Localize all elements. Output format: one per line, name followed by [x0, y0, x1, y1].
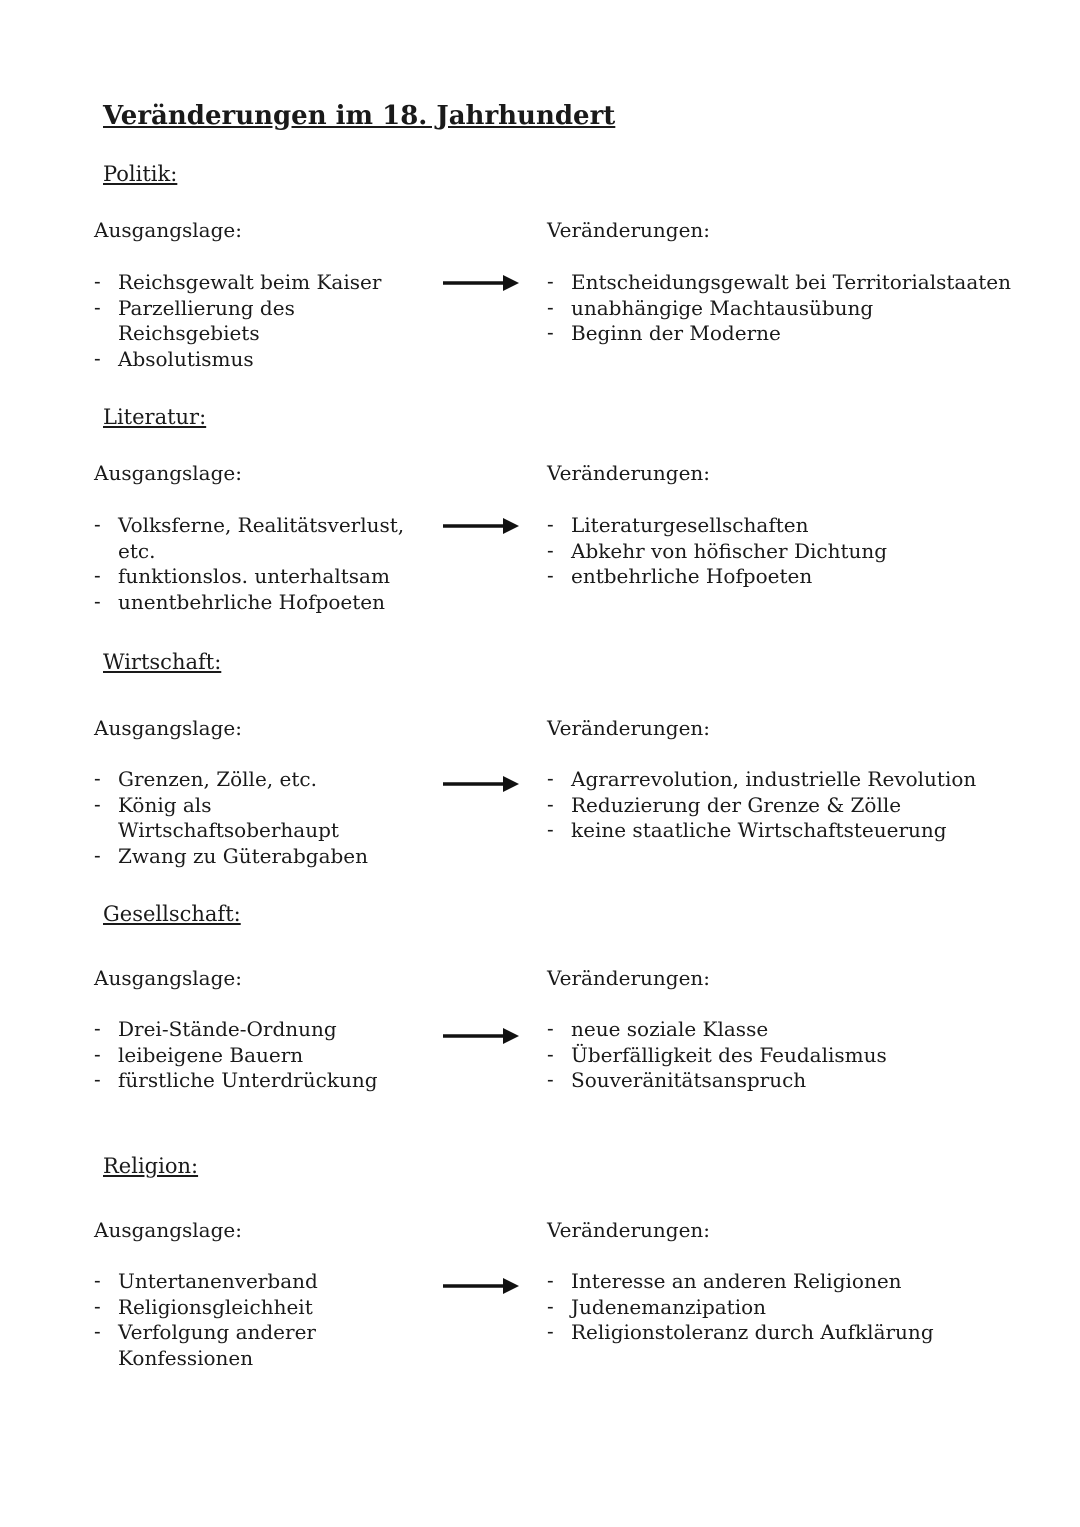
arrow-right-icon: [441, 774, 521, 794]
list-item: - Souveränitätsanspruch: [547, 1068, 1067, 1094]
list-item: - keine staatliche Wirtschaftsteuerung: [547, 818, 1067, 844]
after-label: Veränderungen:: [547, 218, 711, 242]
list-item: - Agrarrevolution, industrielle Revolution: [547, 767, 1067, 793]
list-item: - fürstliche Unterdrückung: [94, 1068, 439, 1094]
list-item: - Abkehr von höfischer Dichtung: [547, 539, 1067, 565]
before-list: [94, 270, 439, 372]
section-heading: Wirtschaft:: [103, 650, 222, 674]
after-list: [547, 270, 1067, 347]
after-list: [547, 1017, 1067, 1094]
document-title: Veränderungen im 18. Jahrhundert: [103, 101, 616, 131]
list-item: - Grenzen, Zölle, etc.: [94, 767, 439, 793]
arrow-right-icon: [441, 273, 521, 293]
after-label: Veränderungen:: [547, 716, 711, 740]
before-label: Ausgangslage:: [94, 966, 242, 990]
list-item: - Untertanenverband: [94, 1269, 454, 1295]
section-heading: Religion:: [103, 1154, 199, 1178]
list-item: - König als Wirtschaftsoberhaupt: [94, 793, 348, 844]
before-list: [94, 513, 439, 615]
list-item: - unentbehrliche Hofpoeten: [94, 590, 439, 616]
list-item: - Volksferne, Realitätsverlust, etc.: [94, 513, 439, 564]
list-item: - Religionstoleranz durch Aufklärung: [547, 1320, 1067, 1346]
section-heading: Gesellschaft:: [103, 902, 241, 926]
list-item: - Beginn der Moderne: [547, 321, 1067, 347]
after-list: [547, 767, 1067, 844]
arrow-right-icon: [441, 1276, 521, 1296]
after-label: Veränderungen:: [547, 1218, 711, 1242]
list-item: - neue soziale Klasse: [547, 1017, 1067, 1043]
before-label: Ausgangslage:: [94, 716, 242, 740]
section-heading: Literatur:: [103, 405, 207, 429]
list-item: - entbehrliche Hofpoeten: [547, 564, 1067, 590]
list-item: - Verfolgung anderer Konfessionen: [94, 1320, 454, 1371]
list-item: - leibeigene Bauern: [94, 1043, 439, 1069]
after-label: Veränderungen:: [547, 461, 711, 485]
list-item: - Zwang zu Güterabgaben: [94, 844, 439, 870]
list-item: - Parzellierung des Reichsgebiets: [94, 296, 439, 347]
arrow-right-icon: [441, 516, 521, 536]
after-label: Veränderungen:: [547, 966, 711, 990]
list-item: - Reichsgewalt beim Kaiser: [94, 270, 439, 296]
list-item: - Drei-Stände-Ordnung: [94, 1017, 439, 1043]
list-item: - Reduzierung der Grenze & Zölle: [547, 793, 1067, 819]
list-item: - Religionsgleichheit: [94, 1295, 454, 1321]
list-item: - Judenemanzipation: [547, 1295, 1067, 1321]
list-item: - Literaturgesellschaften: [547, 513, 1067, 539]
before-label: Ausgangslage:: [94, 218, 242, 242]
list-item: - funktionslos. unterhaltsam: [94, 564, 439, 590]
after-list: [547, 513, 1067, 590]
before-list: [94, 1269, 454, 1371]
list-item: - Interesse an anderen Religionen: [547, 1269, 1067, 1295]
after-list: [547, 1269, 1067, 1346]
list-item: - Überfälligkeit des Feudalismus: [547, 1043, 1067, 1069]
before-label: Ausgangslage:: [94, 461, 242, 485]
list-item: - unabhängige Machtausübung: [547, 296, 1067, 322]
before-list: [94, 767, 439, 869]
before-list: [94, 1017, 439, 1094]
section-heading: Politik:: [103, 162, 178, 186]
arrow-right-icon: [441, 1026, 521, 1046]
list-item: - Entscheidungsgewalt bei Territorialstaaten: [547, 270, 1067, 296]
before-label: Ausgangslage:: [94, 1218, 242, 1242]
list-item: - Absolutismus: [94, 347, 439, 373]
